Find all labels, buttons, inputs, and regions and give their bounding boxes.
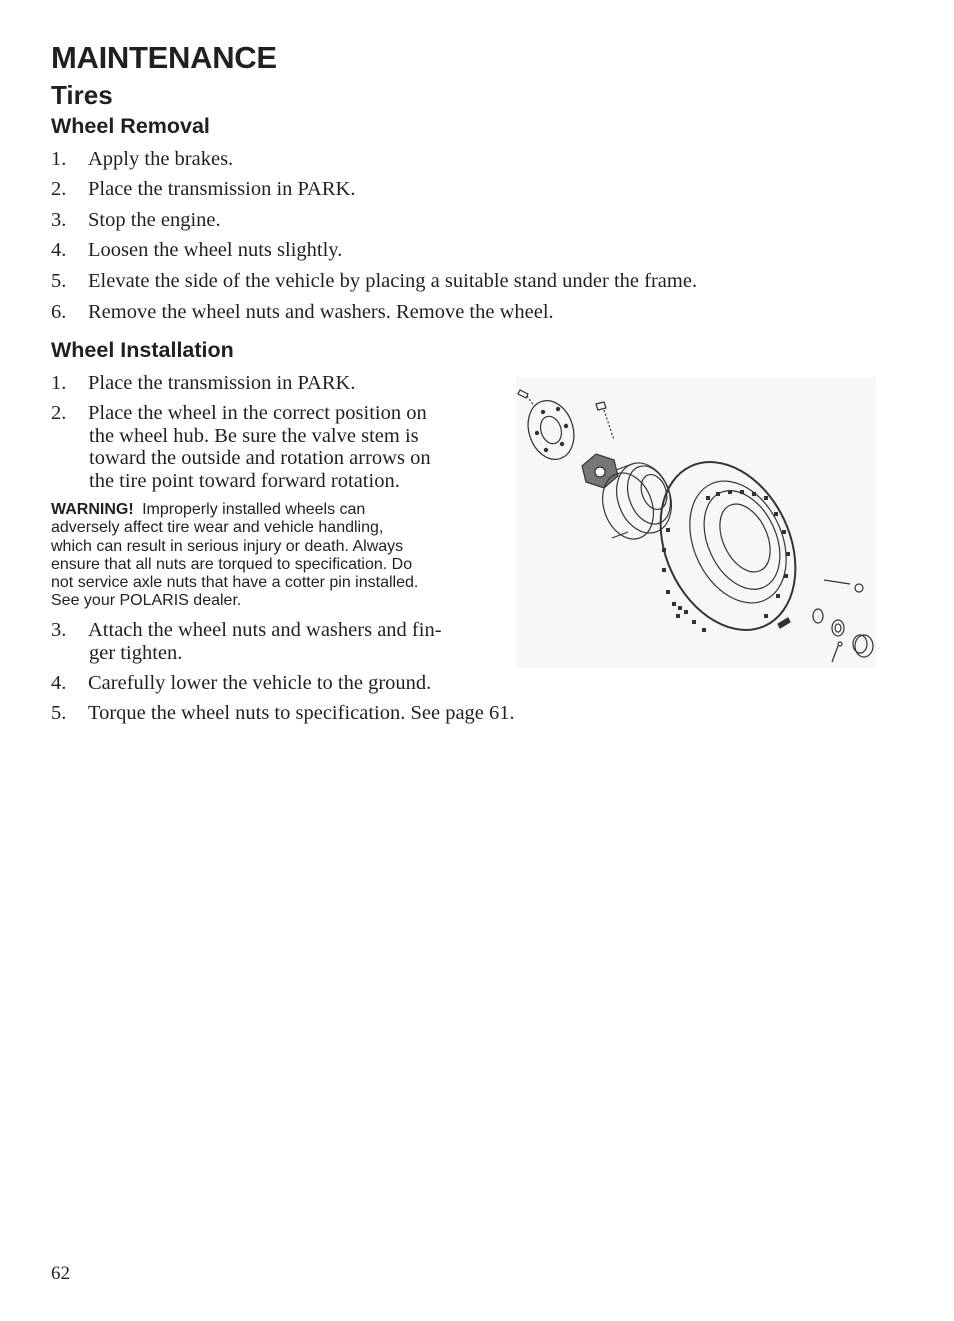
subsection-title-installation: Wheel Installation	[51, 338, 234, 362]
warning-notice	[51, 501, 481, 611]
step-number: 1.	[51, 372, 67, 394]
step-text: Elevate the side of the vehicle by placing a suitable stand under the frame.	[88, 270, 698, 292]
wheel-assembly-figure	[516, 378, 876, 668]
wheel-assembly-icon	[516, 378, 876, 668]
step-text: Torque the wheel nuts to specification. See page 61.	[88, 702, 515, 724]
warning-text: adversely affect tire wear and vehicle handling,	[51, 519, 384, 537]
step-text-continued: the tire point toward forward rotation.	[89, 469, 400, 492]
step-number: 4.	[51, 672, 67, 694]
step-text: Place the transmission in PARK.	[88, 178, 356, 200]
step-number: 4.	[51, 239, 67, 261]
step-number: 1.	[51, 148, 67, 170]
warning-text: not service axle nuts that have a cotter pin installed.	[51, 574, 419, 592]
warning-text: ensure that all nuts are torqued to specification. Do	[51, 555, 413, 573]
step-text: Apply the brakes.	[88, 148, 234, 170]
step-text: Stop the engine.	[88, 209, 221, 231]
section-title: Tires	[51, 80, 113, 110]
page-title: MAINTENANCE	[51, 40, 277, 75]
step-text: Place the transmission in PARK.	[88, 372, 356, 394]
step-text: Loosen the wheel nuts slightly.	[88, 239, 343, 261]
step-number: 5.	[51, 702, 67, 724]
step-text-continued: the wheel hub. Be sure the valve stem is	[89, 424, 419, 447]
step-text-continued: ger tighten.	[89, 641, 183, 664]
step-number: 3.	[51, 619, 67, 641]
step-text: Remove the wheel nuts and washers. Remove the wheel.	[88, 301, 554, 323]
warning-label: WARNING!	[51, 501, 134, 518]
step-number: 2.	[51, 402, 67, 424]
subsection-title-removal: Wheel Removal	[51, 114, 210, 138]
step-text-continued: toward the outside and rotation arrows on	[89, 447, 431, 469]
step-text: Attach the wheel nuts and washers and fin-	[88, 619, 442, 641]
warning-text: which can result in serious injury or death. Always	[51, 537, 404, 555]
step-number: 3.	[51, 209, 67, 231]
step-text: Place the wheel in the correct position on	[88, 402, 427, 424]
step-number: 5.	[51, 270, 67, 292]
page-number: 62	[51, 1263, 70, 1284]
step-number: 2.	[51, 178, 67, 200]
step-text: Carefully lower the vehicle to the ground.	[88, 672, 432, 694]
step-number: 6.	[51, 301, 67, 323]
warning-text: Improperly installed wheels can	[142, 501, 366, 518]
warning-text: See your POLARIS dealer.	[51, 592, 242, 610]
